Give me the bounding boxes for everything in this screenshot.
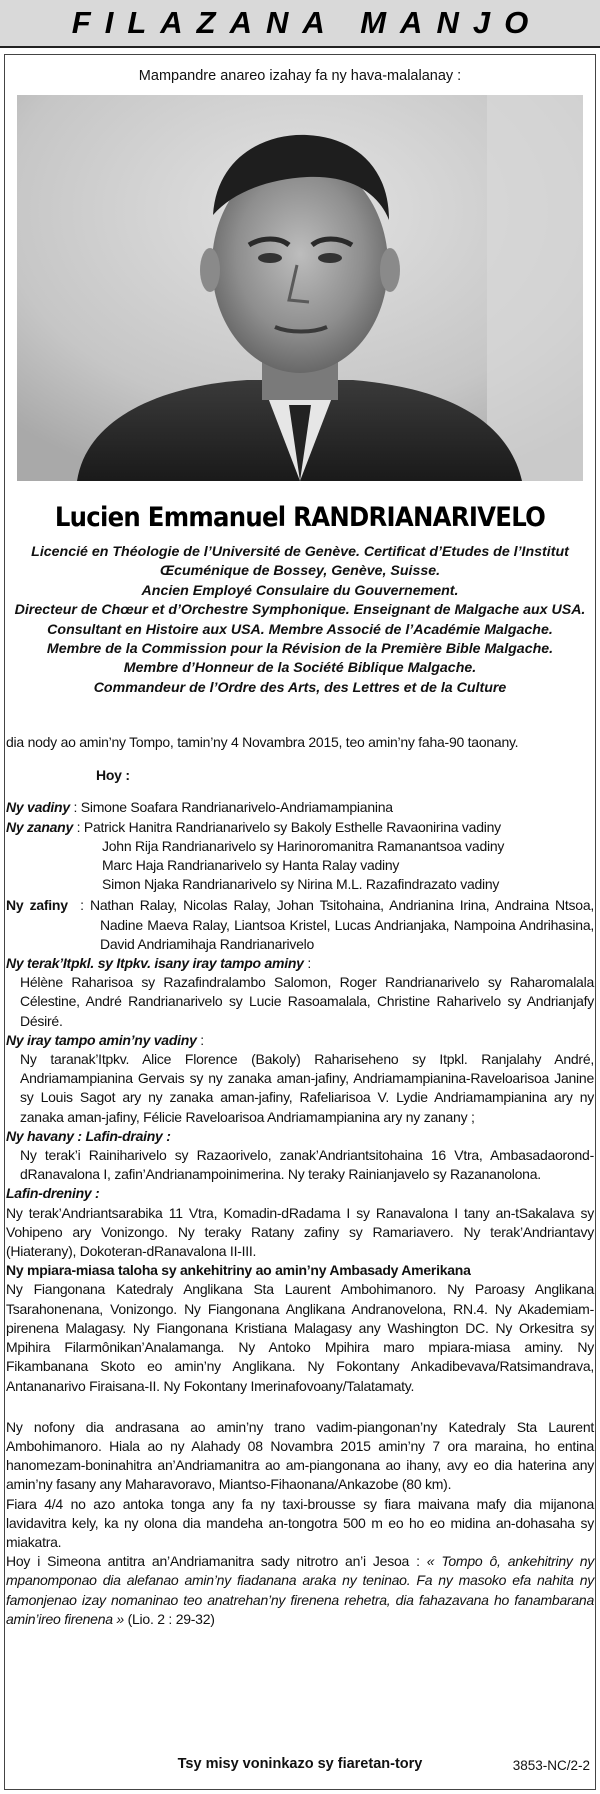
havany-label: Ny havany : Lafin-drainy : (6, 1127, 171, 1144)
terak-itpkl-label: Ny terak’Itpkl. sy Itpkv. isany iray tampo aminy (6, 955, 304, 972)
lafin-dreniny-label: Lafin-dreniny : (6, 1185, 100, 1202)
havany-text: Ny terak’i Rainiharivelo sy Razaorivelo, zanak’Andriantsitohaina 16 Vtra, Ambasadaorond-dRanavalona I, zafin’Andrianampoinimerina. Ny teraky Rainianjavelo sy Razananolona. (20, 1147, 594, 1183)
title-line: Membre de la Commission pour la Révision de la Première Bible Malgache. (46, 641, 554, 658)
zanany-line: Marc Haja Randrianarivelo sy Hanta Ralay vadiny (102, 857, 400, 874)
vadiny-label: Ny vadiny (6, 799, 70, 816)
scripture-paragraph (6, 1552, 594, 1629)
deceased-name: Lucien Emmanuel RANDRIANARIVELO (54, 502, 546, 533)
iray-tampo-heading (6, 1031, 594, 1050)
header-title: FILAZANA MANJO (71, 5, 543, 40)
funeral-paragraph: Ny nofony dia andrasana ao amin’ny trano vadim-piangonan’ny Katedraly Sta Laurent Ambohimanoro. Hiala ao ny Alahady 08 Novambra 2015 amin’ny 7 ora maraina, ho entina hanomezam-boninahitra an’Andriamanitra ao am-piangonana ao ihany, avy eo dia haterina any amin’ny fasany any Maharavoravo, Miantso-Fihaonana/Ankazobe (80 km). (6, 1418, 594, 1493)
scripture-quote: « Tompo ô, ankehitriny ny mpanomponao dia alefanao amin’ny fiadanana araka ny teninao. Fa ny masoko efa nahita ny famonjenao izay nomaninao teo anatrehan’ny firenena rehetra, dia fahazavana ho fanambarana amin’ireo firenena » (6, 1553, 595, 1627)
transport-paragraph: Fiara 4/4 no azo antoka tonga any fa ny taxi-brousse sy fiara maivana mafy dia mijanona lavidavitra kely, ka ny olona dia mandeha an-tongotra 500 m eo ho eo midina an-dohasaha sy miakatra. (6, 1495, 594, 1550)
reference-code: 3853-NC/2-2 (512, 1758, 590, 1773)
terak-itpkl-heading (6, 954, 594, 973)
zanany-line: Simon Njaka Randrianarivelo sy Nirina M.L. Razafindrazato vadiny (102, 876, 500, 893)
portrait-photo-icon (17, 95, 583, 481)
zafiny-text: : Nathan Ralay, Nicolas Ralay, Johan Tsitohaina, Andrianina Irina, Andraina Ntsoa, Nadine Maeva Ralay, Liantsoa Kristel, Lucas Andrianjaka, Nampoina Andrihasina, David Andriamihaja Randrianarivelo (80, 897, 595, 952)
zanany-label: Ny zanany (6, 818, 73, 835)
lafin-dreniny-text: Ny terak’Andriantsarabika 11 Vtra, Komadin-dRadama I sy Ranavalona I tany an-tSakalava sy Vohipeno ary Vonizongo. Ny teraky Ratany zafiny sy Ramariavero. Ny terak’Andriantavy (Hiaterany), Dokoteran-dRanavalona II-III. (6, 1204, 594, 1260)
iray-tampo-label: Ny iray tampo amin’ny vadiny (6, 1031, 197, 1048)
zanany-line: John Rija Randrianarivelo sy Harinoromanitra Ramanantsoa vadiny (102, 837, 505, 854)
vadiny-row (6, 798, 594, 817)
zanany-row (6, 818, 594, 837)
title-line: Consultant en Histoire aux USA. Membre Associé de l’Académie Malgache. (47, 621, 553, 638)
zafiny-label: Ny zafiny (6, 897, 68, 914)
zafiny-row (6, 896, 594, 954)
header-bar (0, 0, 600, 48)
spacer (6, 1396, 594, 1418)
vadiny-text: : Simone Soafara Randrianarivelo-Andriamampianina (73, 799, 393, 816)
iray-tampo-colon: : (200, 1031, 204, 1048)
title-line: Membre d’Honneur de la Société Biblique Malgache. (123, 660, 477, 677)
mpiara-miasa-text: Ny Fiangonana Katedraly Anglikana Sta Laurent Ambohimanoro. Ny Paroasy Anglikana Tsarahonenana, Vonizongo. Ny Fiangonana Anglikana Andranovelona, RN.4. Ny Akademiam-pirenena Malagasy. Ny Fiangonana Kristiana Malagasy any Washington DC. Ny Orkesitra sy Mpihira Filarmônikan’Analamanga. Ny Antoko Mpihira maro mpiara-miasa aminy. Ny Fikambanana Skoto eo amin’ny Anglikana. Ny Fokontany Ankadibevava/Ratsimandrava, Antananarivo Firaisana-II. Ny Fokontany Imerinafovoany/Talatamaty. (6, 1281, 594, 1394)
title-line: Licencié en Théologie de l’Université de Genève. Certificat d’Etudes de l’Institut (31, 544, 569, 560)
death-notice: dia nody ao amin’ny Tompo, tamin’ny 4 Novambra 2015, teo amin’ny faha-90 taonany. (6, 734, 519, 750)
obituary-body (6, 733, 594, 1629)
iray-tampo-text: Ny taranak’Itpkv. Alice Florence (Bakoly) Rahariseheno sy Itpkl. Ranjalahy André, Andriamampianina Gervais sy ny zanaka aman-jafiny, Andriamampianina-Raveloarisoa Janine sy Louis Sagot ary ny zanaka aman-jafiny, Rafeliarisoa V. Lydie Andriamampianina ary ny zanaka aman-jafiny, Félicie Raveloarisoa Andriamampianina ary ny zanany ; (20, 1051, 594, 1125)
mpiara-miasa-label: Ny mpiara-miasa taloha sy ankehitriny ao amin’ny Ambasady Amerikana (6, 1262, 471, 1279)
titles-block (0, 543, 600, 698)
closing-line: Tsy misy voninkazo sy fiaretan-tory (177, 1756, 423, 1772)
title-line: Directeur de Chœur et d’Orchestre Symphonique. Enseignant de Malgache aux USA. (14, 602, 586, 619)
portrait-photo (17, 95, 583, 481)
zanany-line: : Patrick Hanitra Randrianarivelo sy Bakoly Esthelle Ravaonirina vadiny (76, 818, 501, 835)
hoy-heading: Hoy : (96, 767, 130, 784)
intro-line: Mampandre anareo izahay fa ny hava-malalanay : (138, 68, 462, 84)
title-line: Commandeur de l’Ordre des Arts, des Lettres et de la Culture (93, 679, 507, 696)
scripture-intro: Hoy i Simeona antitra an’Andriamanitra sady nitrotro an’i Jesoa : (6, 1553, 420, 1570)
title-line: Œcuménique de Bossey, Genève, Suisse. (159, 563, 441, 580)
terak-itpkl-text: Hélène Raharisoa sy Razafindralambo Salomon, Roger Randrianarivelo sy Raharomalala Célestine, André Randrianarivelo sy Lucie Rasoamalala, Christine Raharivelo sy Andrianjafy Désiré. (20, 974, 594, 1029)
terak-itpkl-colon: : (307, 955, 311, 972)
scripture-reference: (Lio. 2 : 29-32) (127, 1610, 215, 1627)
title-line: Ancien Employé Consulaire du Gouvernement. (141, 582, 459, 599)
